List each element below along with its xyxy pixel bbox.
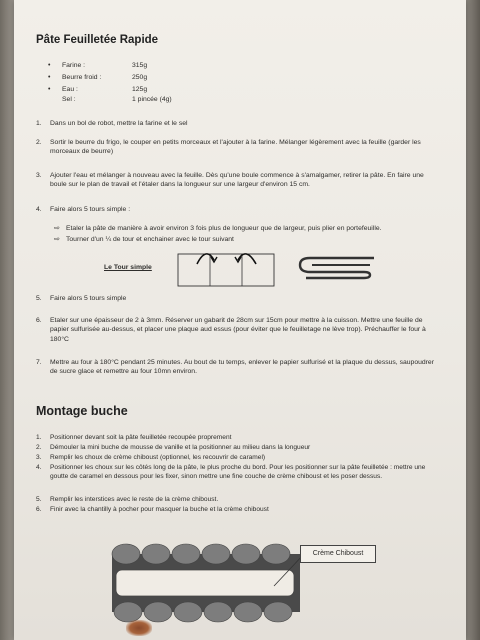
step-text: Remplir les interstices avec le reste de la crème chiboust. bbox=[50, 496, 219, 503]
bullet: • bbox=[48, 86, 51, 93]
step-number: 3. bbox=[36, 454, 42, 461]
step-item bbox=[36, 294, 440, 303]
montage-step bbox=[36, 506, 440, 515]
step-number: 1. bbox=[36, 434, 42, 441]
ingredient-item bbox=[48, 86, 148, 93]
step-number: 1. bbox=[36, 120, 42, 127]
folded-dough-icon bbox=[298, 252, 378, 284]
mousse-log bbox=[116, 570, 294, 596]
step-item bbox=[36, 205, 440, 214]
step-number: 4. bbox=[36, 464, 42, 471]
step-number: 2. bbox=[36, 444, 42, 451]
step-number: 5. bbox=[36, 295, 42, 302]
ingredient-item bbox=[62, 96, 172, 103]
fold-diagram bbox=[172, 244, 282, 290]
step-text: Faire alors 5 tours simple : bbox=[50, 206, 131, 213]
page-title: Pâte Feuilletée Rapide bbox=[36, 34, 159, 46]
bullet: • bbox=[48, 74, 51, 81]
ingredient-qty: 250g bbox=[132, 74, 148, 81]
step-text: Mettre au four à 180°C pendant 25 minutes. Au bout de tu temps, enlever le papier sulfurisé et la plaque du dessus, saupoudrer de sucre glace et remettre au four 10mn environ. bbox=[50, 359, 434, 376]
step-item bbox=[36, 358, 440, 377]
ingredient-item bbox=[48, 74, 148, 81]
fold-arrow-right bbox=[238, 254, 256, 264]
arrow-right-icon: ⇨ bbox=[54, 236, 60, 243]
step-item bbox=[36, 171, 440, 190]
step-number: 3. bbox=[36, 172, 42, 179]
step-text: Etaler sur une épaisseur de 2 à 3mm. Réserver un gabarit de 28cm sur 15cm pour mettre à la cuisson. Mettre une feuille de papier sulfurisée au-dessus, et placer une plaque aud essus (pour éviter que le feuilletage ne lève trop). Préchauffer le four à 180°C bbox=[50, 317, 426, 343]
step-text: Faire alors 5 tours simple bbox=[50, 295, 127, 302]
step-number: 7. bbox=[36, 359, 42, 366]
step-text: Positionner devant soit la pâte feuilletée recoupée proprement bbox=[50, 434, 232, 441]
creme-chiboust-label: Crème Chiboust bbox=[300, 545, 376, 563]
tour-simple-label: Le Tour simple bbox=[104, 264, 152, 271]
step-text: Remplir les choux de crème chiboust (optionnel, les recouvrir de caramel) bbox=[50, 454, 266, 461]
ingredient-name: Farine : bbox=[62, 62, 86, 69]
step-item bbox=[36, 119, 440, 128]
step-text: Démouler la mini buche de mousse de vanille et la positionner au milieu dans la longueur bbox=[50, 444, 311, 451]
substep-text: Etaler la pâte de manière à avoir environ 3 fois plus de longueur que de largeur, puis plier en portefeuille. bbox=[66, 225, 382, 232]
step-number: 6. bbox=[36, 317, 42, 324]
ingredient-name: Beurre froid : bbox=[62, 74, 102, 81]
ingredient-qty: 125g bbox=[132, 86, 148, 93]
ingredient-name: Eau : bbox=[62, 86, 78, 93]
step-number: 5. bbox=[36, 496, 42, 503]
caramel-stain bbox=[126, 620, 152, 636]
montage-step bbox=[36, 496, 440, 505]
ingredient-name: Sel : bbox=[62, 96, 76, 103]
section-title: Montage buche bbox=[36, 404, 128, 418]
background-left bbox=[0, 0, 14, 640]
step-text: Ajouter l'eau et mélanger à nouveau avec la feuille. Dès qu'une boule commence à s'amalgamer, retirer la pâte. En faire une boule sur le plan de travail et l'étaler dans la longueur sur une largeur d'environ 15 cm. bbox=[50, 172, 424, 189]
step-number: 2. bbox=[36, 139, 42, 146]
step-item bbox=[36, 138, 440, 157]
step-text: Positionner les choux sur les côtés long de la pâte, le plus proche du bord. Pour les positionner sur la pâte feuilletée : mettre une goutte de caramel en dessous pour les fixer, sinon mettre une fine couche de crème chiboust et les poser dessus. bbox=[50, 464, 426, 480]
substep-item bbox=[54, 235, 234, 243]
step-number: 6. bbox=[36, 506, 42, 513]
step-item bbox=[36, 316, 440, 344]
ingredient-item bbox=[48, 62, 148, 69]
step-text: Finir avec la chantilly à pocher pour masquer la buche et la crème chiboust bbox=[50, 506, 269, 513]
bullet: • bbox=[48, 62, 51, 69]
montage-step bbox=[36, 464, 440, 481]
ingredient-qty: 315g bbox=[132, 62, 148, 69]
step-text: Sortir le beurre du frigo, le couper en petits morceaux et l'ajouter à la farine. Mélanger légèrement avec la feuille (garder les morceaux de beurre) bbox=[50, 139, 421, 156]
montage-step bbox=[36, 434, 440, 443]
ingredient-qty: 1 pincée (4g) bbox=[132, 96, 172, 103]
background-right bbox=[466, 0, 480, 640]
substep-text: Tourner d'un ¼ de tour et enchainer avec le tour suivant bbox=[66, 236, 234, 243]
arrow-right-icon: ⇨ bbox=[54, 225, 60, 232]
dough-rectangle bbox=[178, 254, 274, 286]
substep-item bbox=[54, 224, 382, 232]
montage-step bbox=[36, 454, 440, 463]
step-number: 4. bbox=[36, 206, 42, 213]
montage-step bbox=[36, 444, 440, 453]
step-text: Dans un bol de robot, mettre la farine et le sel bbox=[50, 120, 188, 127]
